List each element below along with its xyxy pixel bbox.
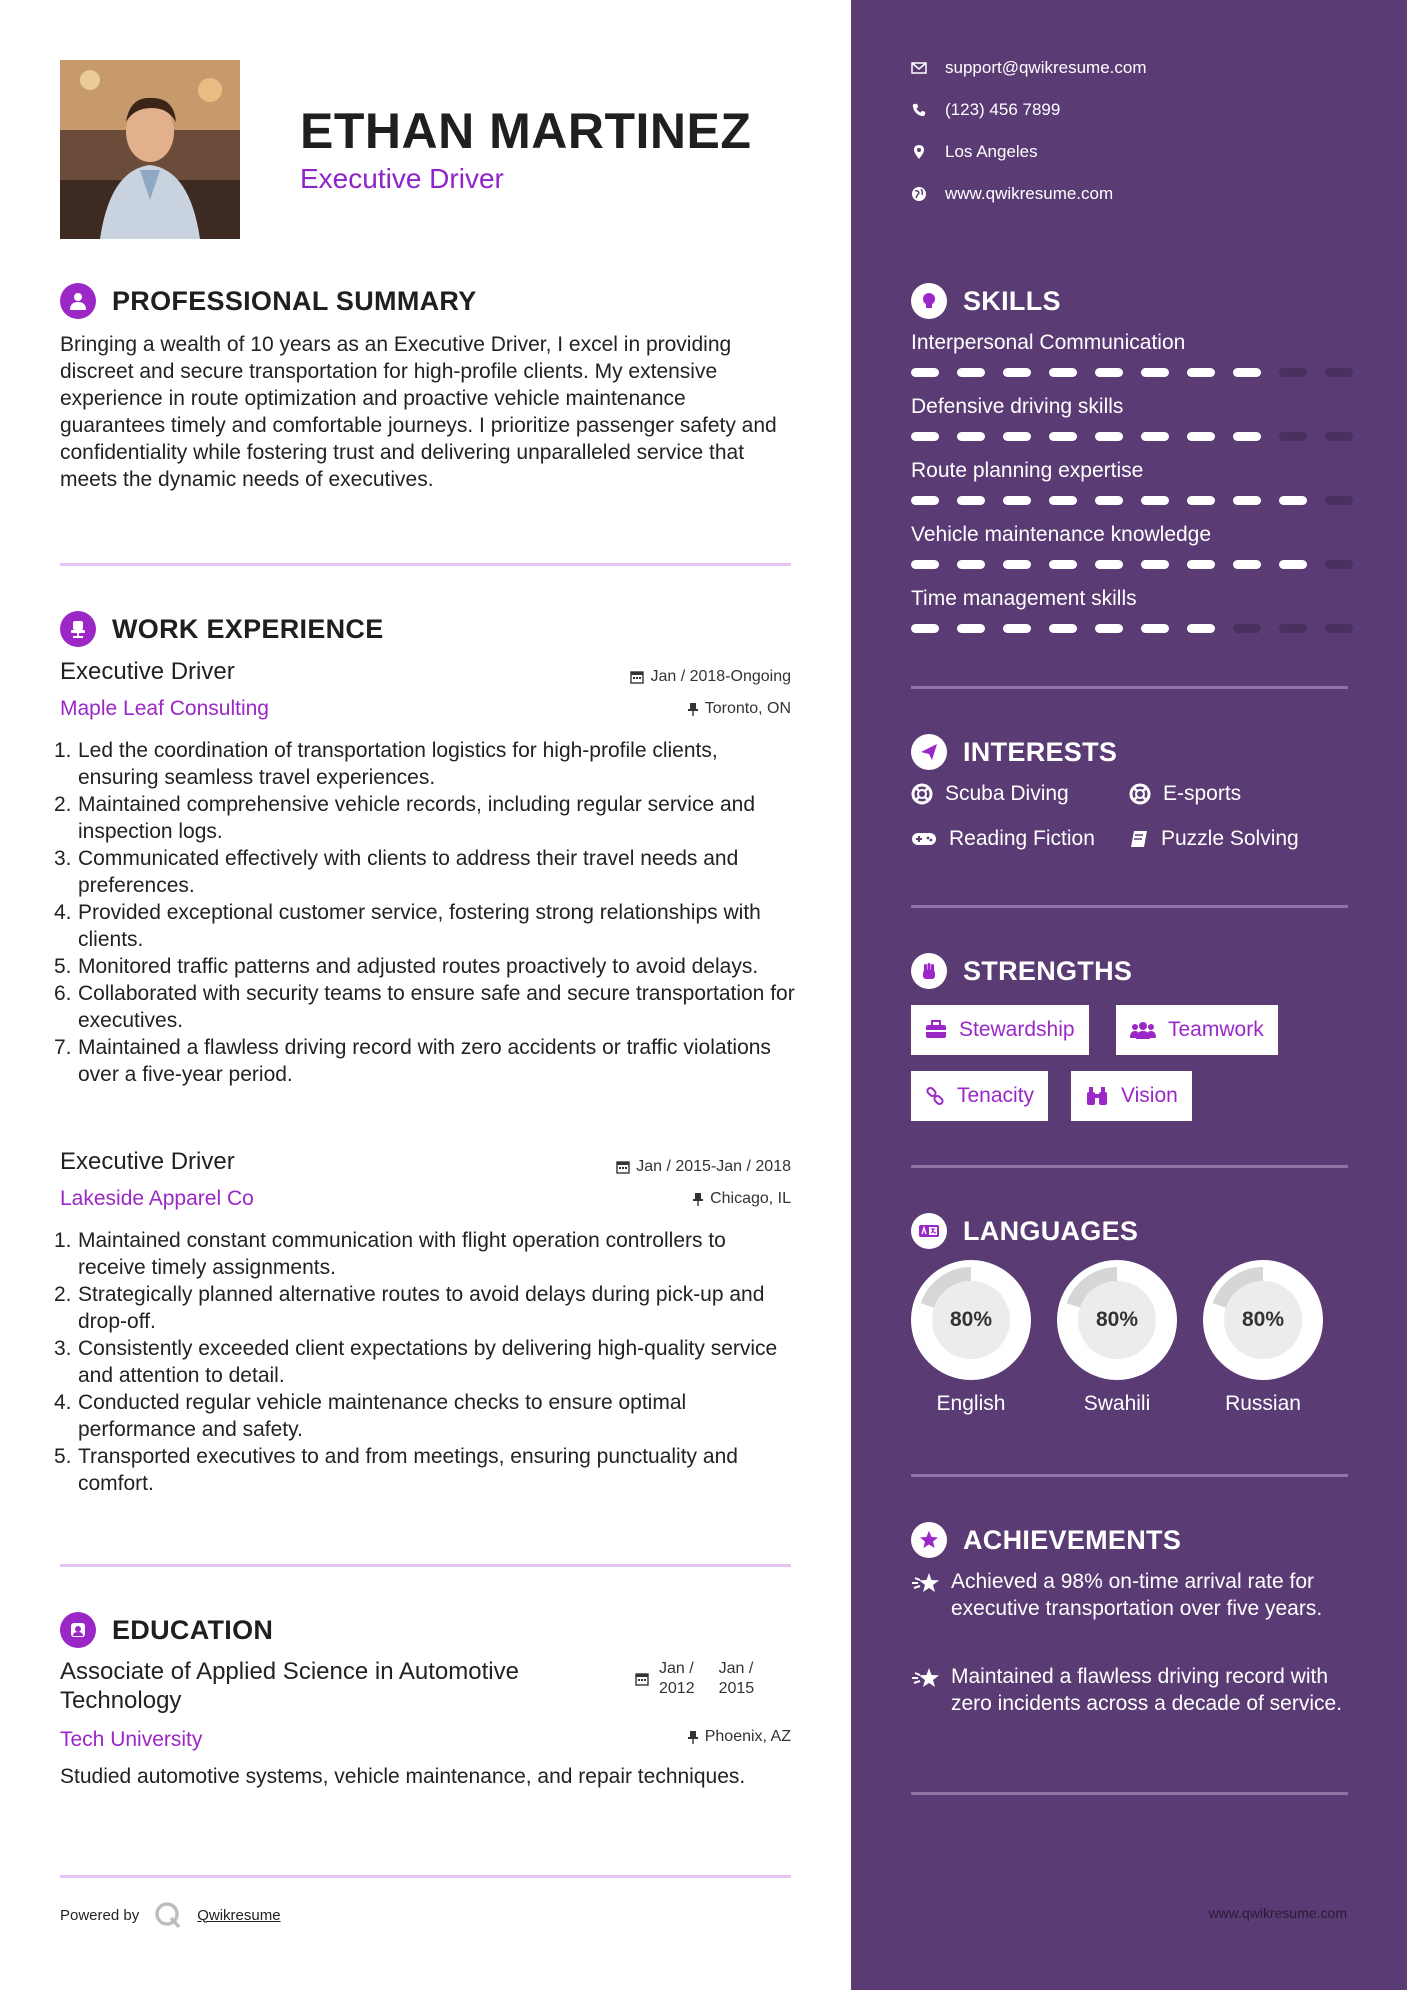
email-text: support@qwikresume.com	[945, 58, 1147, 77]
book-icon	[1129, 829, 1149, 849]
fist-icon	[911, 953, 947, 989]
graduate-icon	[60, 1612, 96, 1648]
skill-level-segment	[1187, 560, 1215, 569]
skill-level-segment	[1095, 560, 1123, 569]
list-item: 1. Maintained constant communication with flight operation controllers to receive timely assignments.	[54, 1229, 726, 1279]
job-role: Executive Driver	[60, 658, 235, 685]
achievement-item	[911, 1568, 1351, 1622]
skill-level-segment	[911, 624, 939, 633]
skill-level-segment	[1279, 496, 1307, 505]
phone-text: (123) 456 7899	[945, 100, 1061, 119]
job-dates-text: Jan / 2018-Ongoing	[650, 668, 791, 685]
achievement-item	[911, 1663, 1351, 1717]
job-dates	[616, 1158, 791, 1176]
skill-level-segment	[957, 560, 985, 569]
skill-level-segment	[1187, 368, 1215, 377]
user-icon	[60, 283, 96, 319]
brand-link[interactable]: Qwikresume	[197, 1906, 281, 1924]
skill-name: Vehicle maintenance knowledge	[911, 523, 1212, 546]
skill-level-segment	[1187, 496, 1215, 505]
list-item: 1. Led the coordination of transportation logistics for high-profile clients, ensuring seamless travel experiences.	[54, 739, 718, 789]
link-icon	[925, 1086, 945, 1106]
language-icon	[911, 1213, 947, 1249]
skill-level-segment	[1187, 624, 1215, 633]
divider	[911, 1792, 1348, 1795]
school: Tech University	[60, 1728, 203, 1751]
language-name: Swahili	[1083, 1392, 1151, 1415]
list-item: 3. Communicated effectively with clients to address their travel needs and preferences.	[54, 847, 739, 897]
section-title: LANGUAGES	[963, 1215, 1139, 1246]
list-item: 7. Maintained a flawless driving record with zero accidents or traffic violations over a five-year period.	[54, 1036, 771, 1086]
language-name: Russian	[1225, 1392, 1301, 1415]
section-title: WORK EXPERIENCE	[112, 613, 384, 644]
skill-level-segment	[1279, 624, 1307, 633]
skill-level-segment	[1003, 624, 1031, 633]
list-item: 5. Monitored traffic patterns and adjusted routes proactively to avoid delays.	[54, 955, 759, 978]
skill-level-segment	[1003, 432, 1031, 441]
progress-ring	[1057, 1260, 1177, 1380]
skill-level-segment	[957, 496, 985, 505]
interest-scuba-diving: Scuba Diving	[911, 782, 1069, 806]
start-date-month: Jan /	[659, 1660, 694, 1677]
end-date-month: Jan /	[718, 1660, 754, 1677]
calendar-icon	[630, 670, 644, 684]
chair-icon	[60, 611, 96, 647]
contact-email[interactable]	[911, 58, 1147, 78]
briefcase-icon	[925, 1020, 947, 1040]
progress-ring	[1203, 1260, 1323, 1380]
progress-ring	[911, 1260, 1031, 1380]
skill-level-segment	[1279, 560, 1307, 569]
language-percent: 80%	[949, 1308, 993, 1331]
skill-level-segment	[1003, 368, 1031, 377]
profile-photo	[60, 60, 240, 239]
map-marker-icon	[911, 144, 927, 160]
languages-heading	[911, 1213, 1138, 1249]
start-date-year: 2012	[659, 1680, 695, 1697]
section-title: INTERESTS	[963, 736, 1118, 767]
list-item: 3. Consistently exceeded client expectations by delivering high-quality service and attention to detail.	[54, 1337, 778, 1387]
skill-level-bar	[911, 560, 1353, 569]
section-title: STRENGTHS	[963, 955, 1133, 986]
star-burst-icon	[911, 1666, 941, 1692]
contact-phone[interactable]	[911, 100, 1060, 120]
experience-heading	[60, 611, 384, 647]
skill-level-segment	[911, 496, 939, 505]
envelope-icon	[911, 61, 927, 75]
skill-name: Interpersonal Communication	[911, 331, 1186, 354]
skill-level-segment	[1279, 432, 1307, 441]
job-dates	[630, 668, 791, 686]
interests-heading	[911, 734, 1117, 770]
calendar-icon	[635, 1672, 649, 1686]
binoculars-icon	[1085, 1086, 1109, 1106]
skill-level-segment	[1279, 368, 1307, 377]
section-title: ACHIEVEMENTS	[963, 1524, 1182, 1555]
qwikresume-logo-icon	[153, 1900, 183, 1930]
strength-vision: Vision	[1071, 1071, 1192, 1121]
education-heading	[60, 1612, 273, 1648]
job-bullets	[54, 737, 795, 1088]
skill-level-bar	[911, 624, 1353, 633]
skill-name: Defensive driving skills	[911, 395, 1124, 418]
location-text: Los Angeles	[945, 142, 1038, 161]
skill-level-segment	[1049, 560, 1077, 569]
section-title: EDUCATION	[112, 1614, 274, 1645]
skill-level-segment	[1233, 496, 1261, 505]
divider	[911, 905, 1348, 908]
skill-level-segment	[1141, 624, 1169, 633]
list-item: 2. Maintained comprehensive vehicle records, including regular service and inspection logs.	[54, 793, 756, 843]
skill-level-segment	[1325, 496, 1353, 505]
skill-name: Time management skills	[911, 587, 1137, 610]
skill-level-segment	[1049, 368, 1077, 377]
list-item: 4. Conducted regular vehicle maintenance checks to ensure optimal performance and safety.	[54, 1391, 687, 1441]
powered-by-label: Powered by	[60, 1906, 140, 1924]
language-swahili	[1057, 1260, 1177, 1416]
divider	[911, 1165, 1348, 1168]
skill-level-segment	[1325, 368, 1353, 377]
skill-level-segment	[1095, 624, 1123, 633]
candidate-name: ETHAN MARTINEZ	[300, 103, 752, 159]
paper-plane-icon	[911, 734, 947, 770]
phone-icon	[911, 103, 927, 117]
skill-level-segment	[1003, 496, 1031, 505]
interest-puzzle-solving: Puzzle Solving	[1129, 827, 1299, 851]
skill-level-segment	[911, 560, 939, 569]
strengths-heading	[911, 953, 1132, 989]
contact-location	[911, 142, 1038, 162]
job-bullets	[54, 1227, 795, 1497]
education-dates	[635, 1659, 754, 1699]
skill-level-segment	[1095, 496, 1123, 505]
footer-powered-by	[60, 1900, 281, 1930]
language-russian	[1203, 1260, 1323, 1416]
contact-website[interactable]	[911, 184, 1113, 204]
degree: Associate of Applied Science in Automotive Technology	[60, 1658, 519, 1714]
education-location	[687, 1728, 791, 1746]
website-text: www.qwikresume.com	[945, 184, 1114, 203]
skill-level-bar	[911, 496, 1353, 505]
skill-level-segment	[957, 432, 985, 441]
job-company: Lakeside Apparel Co	[60, 1187, 254, 1210]
life-ring-icon	[1129, 783, 1151, 805]
skill-level-segment	[1233, 432, 1261, 441]
gamepad-icon	[911, 830, 937, 848]
section-title: PROFESSIONAL SUMMARY	[112, 285, 477, 316]
divider	[60, 1564, 791, 1567]
divider	[60, 563, 791, 566]
job-location	[692, 1190, 791, 1208]
summary-text: Bringing a wealth of 10 years as an Executive Driver, I excel in providing discreet and secure transportation for high-profile clients. My extensive experience in route optimization and proactive vehicle maintenance guarantees timely and comfortable journeys. I prioritize passenger safety and confidentiality while fostering trust and delivering unparalleled service that meets the dynamic needs of executives.	[60, 333, 777, 491]
job-role: Executive Driver	[60, 1148, 235, 1175]
education-location-text: Phoenix, AZ	[704, 1728, 791, 1745]
skill-level-segment	[1141, 432, 1169, 441]
pin-icon	[687, 702, 699, 716]
life-ring-icon	[911, 783, 933, 805]
skill-level-segment	[1141, 496, 1169, 505]
star-burst-icon	[911, 1571, 941, 1597]
job-dates-text: Jan / 2015-Jan / 2018	[636, 1158, 791, 1175]
divider	[911, 686, 1348, 689]
star-badge-icon	[911, 1522, 947, 1558]
list-item: 2. Strategically planned alternative routes to avoid delays during pick-up and drop-off.	[54, 1283, 765, 1333]
achievement-text: Achieved a 98% on-time arrival rate for executive transportation over five years.	[951, 1570, 1323, 1620]
skills-heading	[911, 283, 1061, 319]
skill-level-segment	[1003, 560, 1031, 569]
end-date-year: 2015	[718, 1680, 755, 1697]
skill-level-segment	[957, 624, 985, 633]
pin-icon	[687, 1730, 699, 1744]
skill-name: Route planning expertise	[911, 459, 1144, 482]
skill-level-segment	[957, 368, 985, 377]
skill-level-segment	[1325, 432, 1353, 441]
achievement-text: Maintained a flawless driving record with zero incidents across a decade of service.	[951, 1665, 1343, 1715]
skill-level-segment	[1187, 432, 1215, 441]
summary-heading	[60, 283, 477, 319]
skill-level-segment	[1095, 368, 1123, 377]
divider	[60, 1875, 791, 1878]
skill-level-segment	[1233, 624, 1261, 633]
sidebar	[851, 0, 1407, 1990]
list-item: 5. Transported executives to and from meetings, ensuring punctuality and comfort.	[54, 1445, 738, 1495]
strength-teamwork: Teamwork	[1116, 1005, 1278, 1055]
skill-level-segment	[1049, 432, 1077, 441]
calendar-icon	[616, 1160, 630, 1174]
skill-level-segment	[1233, 368, 1261, 377]
language-percent: 80%	[1095, 1308, 1139, 1331]
skill-level-segment	[1233, 560, 1261, 569]
skill-level-segment	[1141, 368, 1169, 377]
achievements-heading	[911, 1522, 1181, 1558]
interest-e-sports: E-sports	[1129, 782, 1241, 806]
skill-level-segment	[1141, 560, 1169, 569]
strength-stewardship: Stewardship	[911, 1005, 1089, 1055]
skill-level-segment	[1049, 496, 1077, 505]
skill-level-segment	[1049, 624, 1077, 633]
globe-icon	[911, 186, 927, 202]
job-location	[687, 700, 791, 718]
lightbulb-icon	[911, 283, 947, 319]
skill-level-segment	[1095, 432, 1123, 441]
pin-icon	[692, 1192, 704, 1206]
skill-level-segment	[911, 368, 939, 377]
skill-level-segment	[1325, 560, 1353, 569]
section-title: SKILLS	[963, 285, 1061, 316]
job-location-text: Chicago, IL	[710, 1190, 791, 1207]
language-percent: 80%	[1241, 1308, 1285, 1331]
candidate-title: Executive Driver	[300, 163, 504, 194]
users-icon	[1130, 1020, 1156, 1040]
skill-level-segment	[911, 432, 939, 441]
list-item: 6. Collaborated with security teams to ensure safe and secure transportation for executives.	[54, 982, 795, 1032]
job-company: Maple Leaf Consulting	[60, 697, 269, 720]
skill-level-bar	[911, 432, 1353, 441]
job-location-text: Toronto, ON	[704, 700, 791, 717]
interest-reading-fiction: Reading Fiction	[911, 827, 1095, 851]
footer-website[interactable]: www.qwikresume.com	[1208, 1905, 1347, 1921]
skill-level-segment	[1325, 624, 1353, 633]
skill-level-bar	[911, 368, 1353, 377]
education-description: Studied automotive systems, vehicle maintenance, and repair techniques.	[60, 1765, 746, 1788]
divider	[911, 1474, 1348, 1477]
language-name: English	[936, 1392, 1006, 1415]
strength-tenacity: Tenacity	[911, 1071, 1048, 1121]
portrait-image	[60, 60, 240, 239]
list-item: 4. Provided exceptional customer service, fostering strong relationships with clients.	[54, 901, 761, 951]
language-english	[911, 1260, 1031, 1416]
